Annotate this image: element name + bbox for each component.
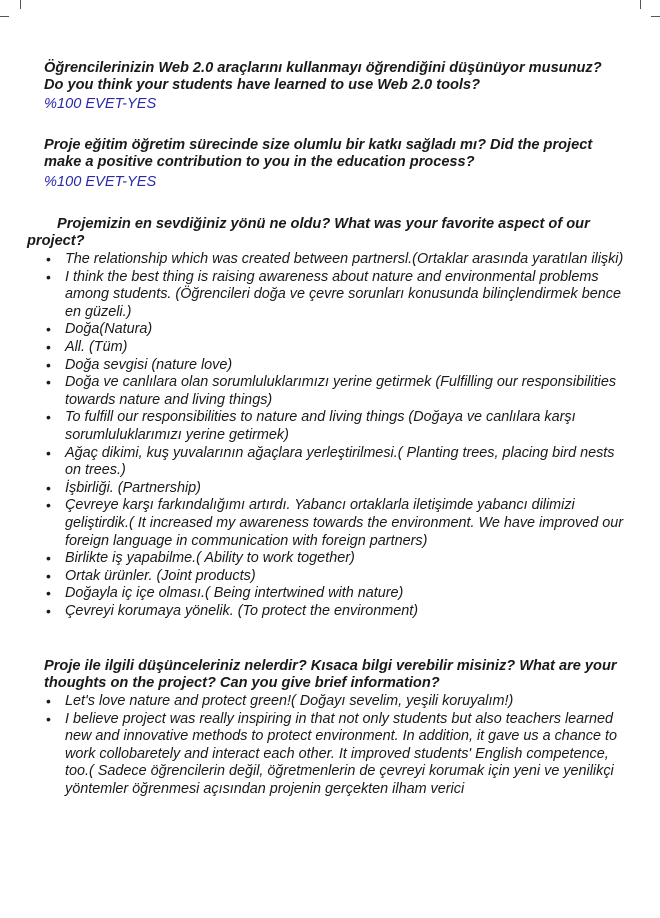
list-item: • İşbirliği. (Partnership) [46,480,630,498]
list-item: • Doğa(Natura) [46,321,630,339]
list-item: • Doğa ve canlılara olan sorumluluklarımızı yerine getirmek (Fulfilling our responsibilities towards nature and living things) [46,374,630,409]
list-item: • Ağaç dikimi, kuş yuvalarının ağaçlara yerleştirilmesi.( Planting trees, placing bird nests on trees.) [46,445,630,480]
list-item: • Let's love nature and protect green!( Doğayı sevelim, yeşili koruyalım!) [46,693,630,711]
list-item: • All. (Tüm) [46,339,630,357]
list-item: • To fulfill our responsibilities to nature and living things (Doğaya ve canlılara karşı sorumluluklarımızı yerine getirmek) [46,409,630,444]
list-item: • The relationship which was created between partnersl.(Ortaklar arasında yaratılan ilişki) [46,251,630,269]
thoughts-list [46,693,630,799]
question-thoughts-on-project: Proje ile ilgili düşünceleriniz nelerdir? Kısaca bilgi verebilir misiniz? What are your thoughts on the project? Can you give brief information? [44,658,617,691]
crop-mark-left-h [0,16,9,17]
list-item: • Birlikte iş yapabilme.( Ability to work together) [46,550,630,568]
list-item: • Çevreye karşı farkındalığımı artırdı. Yabancı ortaklarla iletişimde yabancı dilimizi geliştirdik.( It increased my awareness towards the environment. We have improved our foreign language in communication with foreign partners) [46,497,630,550]
list-item: • Doğayla iç içe olması.( Being intertwined with nature) [46,585,630,603]
question-favorite-aspect: Projemizin en sevdiğiniz yönü ne oldu? What was your favorite aspect of our project? [27,216,590,249]
question-web20-tools: Öğrencilerinizin Web 2.0 araçlarını kullanmayı öğrendiğini düşünüyor musunuz? Do you think your students have learned to use Web 2.0 tools? [44,60,602,93]
crop-mark-left [20,0,21,9]
crop-mark-right [640,0,641,9]
crop-mark-right-h [651,16,660,17]
question-positive-contribution: Proje eğitim öğretim sürecinde size olumlu bir katkı sağladı mı? Did the project make a positive contribution to you in the education process? [44,137,593,170]
answer-web20-tools: %100 EVET-YES [44,96,157,112]
list-item: • Çevreyi korumaya yönelik. (To protect the environment) [46,603,630,621]
list-item: • Doğa sevgisi (nature love) [46,357,630,375]
list-item: • I believe project was really inspiring in that not only students but also teachers learned new and innovative methods to protect environment. In addition, it gave us a chance to work collobaretely and interact each other. It improved students' English competence, too.( Sadece öğrencilerin değil, öğretmenlerin de çevreyi korumak için yeni ve yenilikçi yöntemler öğrenmesi açısından projenin gerçekten ilham verici [46,711,630,799]
list-item: • I think the best thing is raising awareness about nature and environmental problems among students. (Öğrencileri doğa ve çevre sorunları konusunda bilinçlendirmek bence en güzeli.) [46,269,630,322]
list-item: • Ortak ürünler. (Joint products) [46,568,630,586]
answer-positive-contribution: %100 EVET-YES [44,174,157,190]
favorite-aspect-list [46,251,630,620]
